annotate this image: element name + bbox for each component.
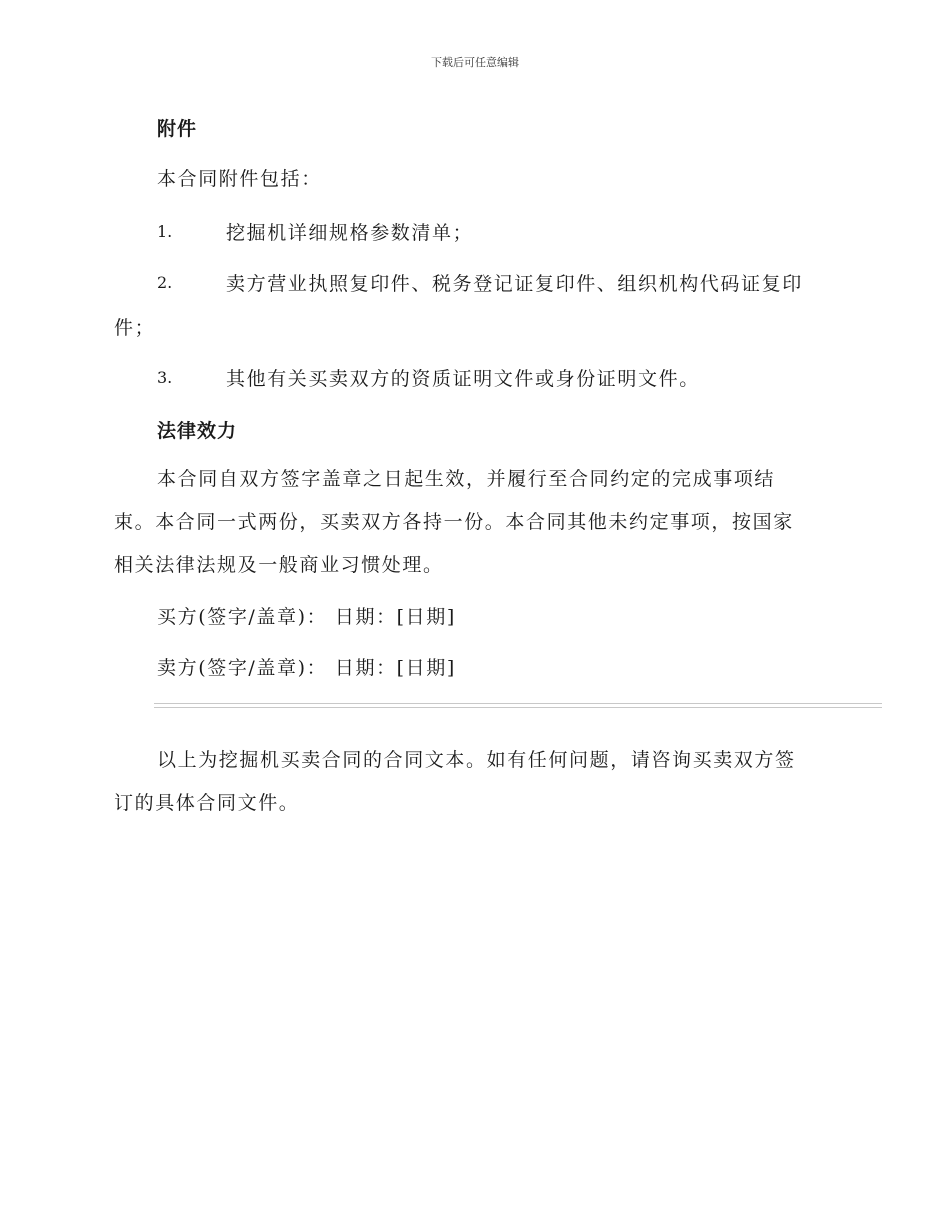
- horizontal-divider: [154, 703, 882, 708]
- closing-paragraph-line: 订的具体合同文件。: [114, 792, 300, 814]
- legal-paragraph-line: 本合同自双方签字盖章之日起生效，并履行至合同约定的完成事项结: [157, 468, 776, 490]
- legal-heading: 法律效力: [157, 420, 238, 442]
- attachments-heading: 附件: [157, 118, 198, 140]
- legal-paragraph-line: 束。本合同一式两份，买卖双方各持一份。本合同其他未约定事项，按国家: [114, 511, 794, 533]
- list-item-text: 其他有关买卖双方的资质证明文件或身份证明文件。: [226, 368, 700, 390]
- closing-paragraph-line: 以上为挖掘机买卖合同的合同文本。如有任何问题，请咨询买卖双方签: [157, 749, 796, 771]
- seller-signature-line: 卖方(签字/盖章)： 日期：[日期]: [157, 657, 456, 679]
- buyer-signature-line: 买方(签字/盖章)： 日期：[日期]: [157, 606, 456, 628]
- list-item-continuation: 件；: [114, 317, 156, 339]
- list-item-text: 挖掘机详细规格参数清单；: [226, 222, 474, 244]
- header-note: 下载后可任意编辑: [431, 56, 519, 69]
- list-item-number: 1.: [157, 222, 173, 241]
- legal-paragraph-line: 相关法律法规及一般商业习惯处理。: [114, 554, 444, 576]
- list-item-number: 3.: [157, 368, 173, 387]
- list-item-number: 2.: [157, 273, 173, 292]
- list-item-text: 卖方营业执照复印件、税务登记证复印件、组织机构代码证复印: [226, 273, 803, 295]
- attachments-intro: 本合同附件包括：: [157, 168, 322, 190]
